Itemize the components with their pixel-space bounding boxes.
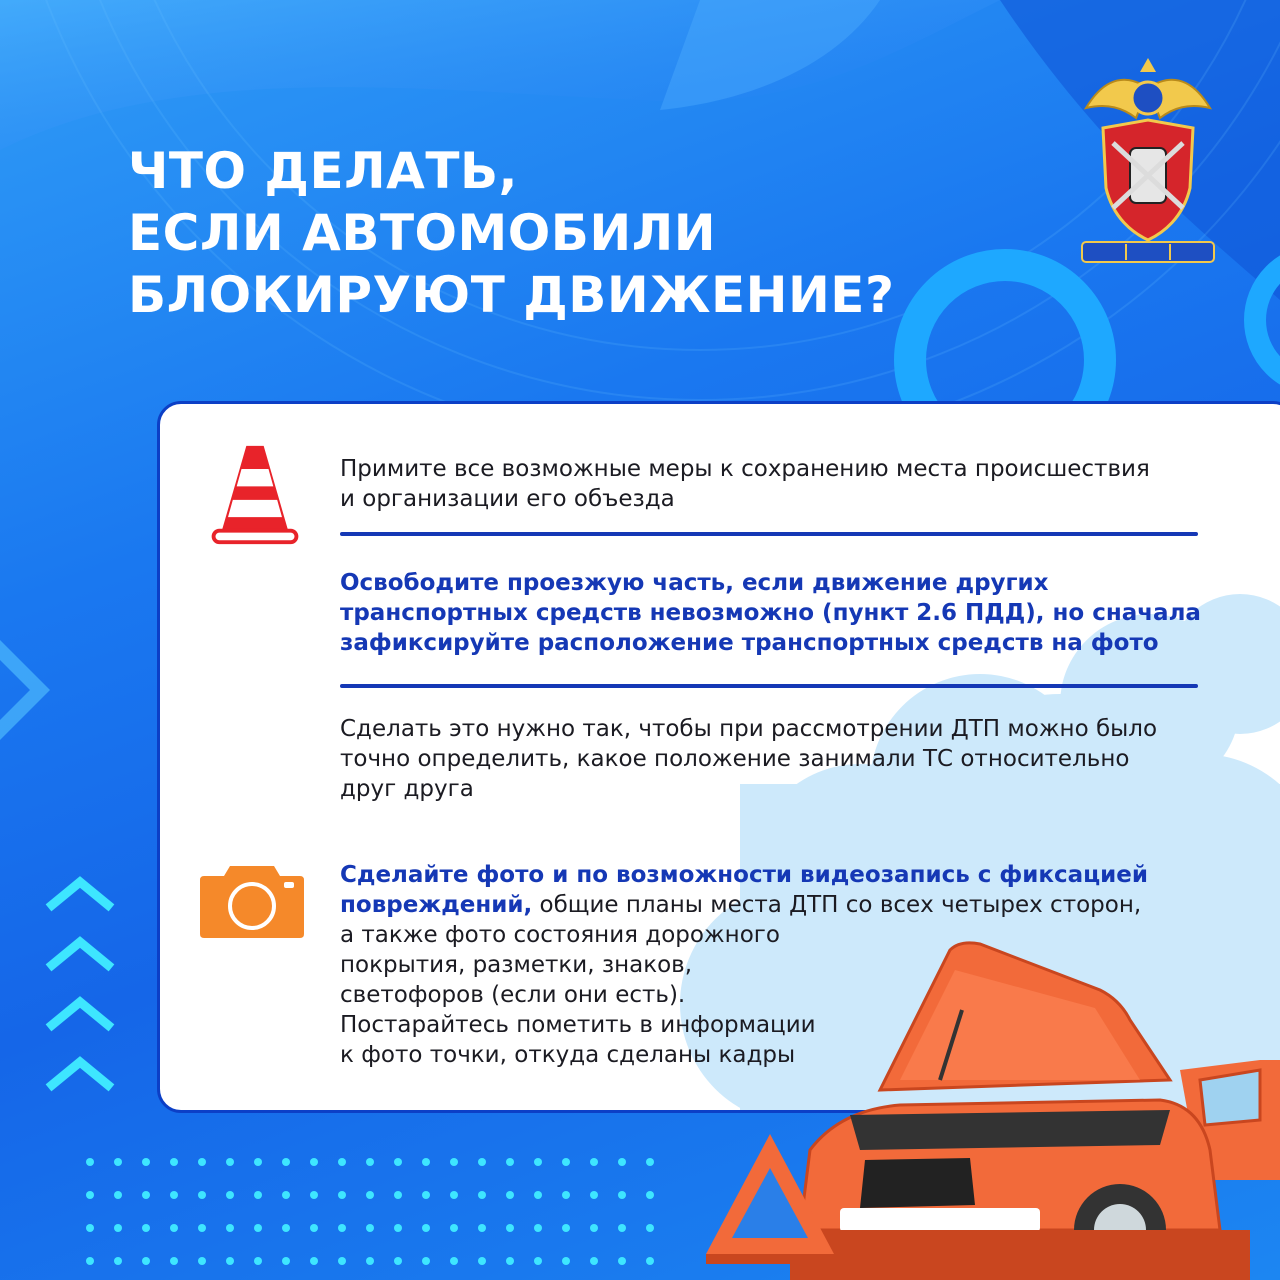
step-2-line-2: транспортных средств невозможно (пункт 2.6 ПДД), но сначала — [340, 600, 1201, 626]
step-4-line-6: Постарайтесь пометить в информации — [340, 1012, 816, 1038]
separator-1 — [340, 532, 1198, 536]
warning-triangle-icon — [700, 1128, 840, 1268]
step-4-line-4: покрытия, разметки, знаков, — [340, 952, 693, 978]
step-3-line-1: Сделать это нужно так, чтобы при рассмотрении ДТП можно было — [340, 716, 1158, 742]
step-4-line-5: светофоров (если они есть). — [340, 982, 686, 1008]
step-4-line-1: Сделайте фото и по возможности видеозапись с фиксацией — [340, 862, 1148, 888]
step-4-line-7: к фото точки, откуда сделаны кадры — [340, 1042, 796, 1068]
step-1-line-2: и организации его объезда — [340, 486, 675, 512]
traffic-cone-icon — [210, 442, 300, 548]
police-emblem-icon — [1078, 48, 1218, 268]
step-3-line-2: точно определить, какое положение занимали ТС относительно — [340, 746, 1130, 772]
step-4-rest-2: общие планы места ДТП со всех четырех сторон, — [532, 892, 1142, 918]
title-line-2: ЕСЛИ АВТОМОБИЛИ — [128, 204, 717, 262]
page-title — [128, 140, 988, 326]
title-line-1: ЧТО ДЕЛАТЬ, — [128, 142, 519, 200]
step-2-line-3: зафиксируйте расположение транспортных средств на фото — [340, 630, 1159, 656]
step-1-line-1: Примите все возможные меры к сохранению места происшествия — [340, 456, 1150, 482]
step-4-bold-2: повреждений, — [340, 892, 533, 918]
step-4-line-3: а также фото состояния дорожного — [340, 922, 780, 948]
step-3-line-3: друг друга — [340, 776, 474, 802]
step-1-text — [340, 454, 1150, 514]
separator-2 — [340, 684, 1198, 688]
step-2-line-1: Освободите проезжую часть, если движение других — [340, 570, 1049, 596]
title-line-3: БЛОКИРУЮТ ДВИЖЕНИЕ? — [128, 266, 895, 324]
step-2-text — [340, 568, 1201, 658]
step-3-text — [340, 714, 1157, 804]
camera-icon — [200, 862, 304, 938]
